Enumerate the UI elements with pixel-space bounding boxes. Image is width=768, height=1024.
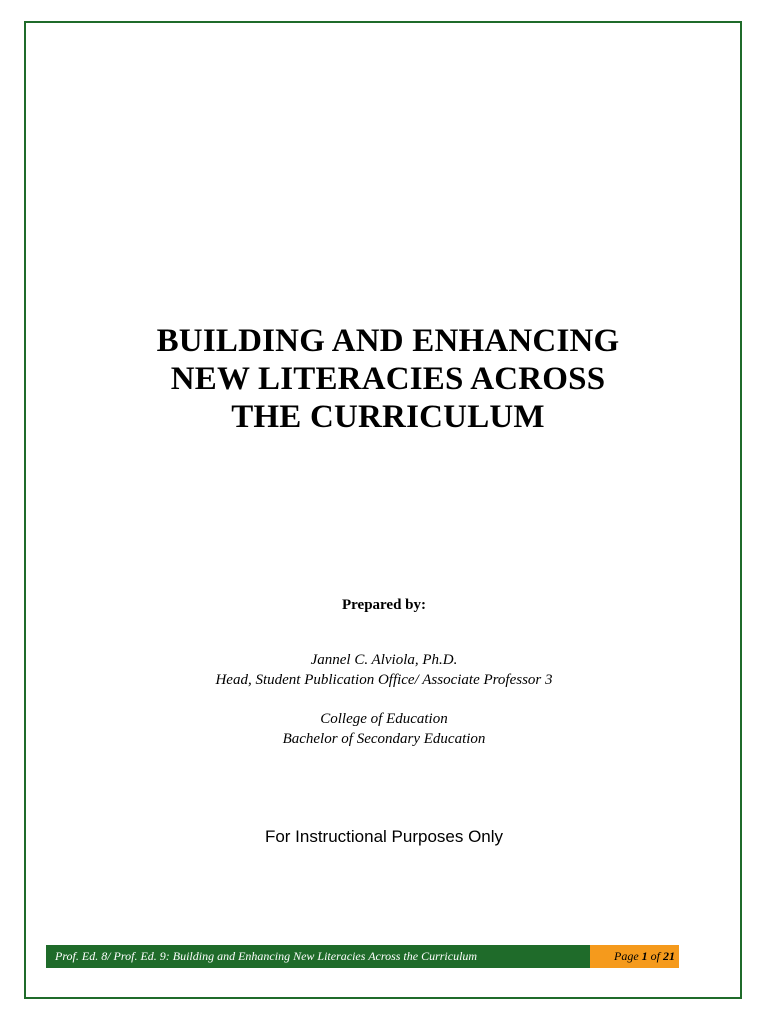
title-line-2: NEW LITERACIES ACROSS <box>170 361 606 397</box>
author-position: Head, Student Publication Office/ Associate Professor 3 <box>215 672 553 688</box>
prepared-by-label: Prepared by: <box>341 597 427 613</box>
title-line-1: BUILDING AND ENHANCING <box>156 323 620 359</box>
author-name: Jannel C. Alviola, Ph.D. <box>310 652 458 668</box>
author-block <box>0 650 768 690</box>
page-border <box>24 21 742 999</box>
page-total: 21 <box>663 949 675 963</box>
footer-page-number <box>590 945 679 968</box>
organization-block <box>0 709 768 749</box>
program-name: Bachelor of Secondary Education <box>282 731 486 747</box>
page-footer <box>46 945 679 968</box>
usage-notice: For Instructional Purposes Only <box>264 827 504 846</box>
college-name: College of Education <box>320 711 448 727</box>
footer-course-text: Prof. Ed. 8/ Prof. Ed. 9: Building and Enhancing New Literacies Across the Curriculum <box>46 945 590 968</box>
page-label: Page <box>614 949 639 963</box>
page-current: 1 <box>641 949 648 963</box>
title-line-3: THE CURRICULUM <box>231 399 545 435</box>
document-title <box>0 322 768 436</box>
page-of: of <box>650 949 660 963</box>
